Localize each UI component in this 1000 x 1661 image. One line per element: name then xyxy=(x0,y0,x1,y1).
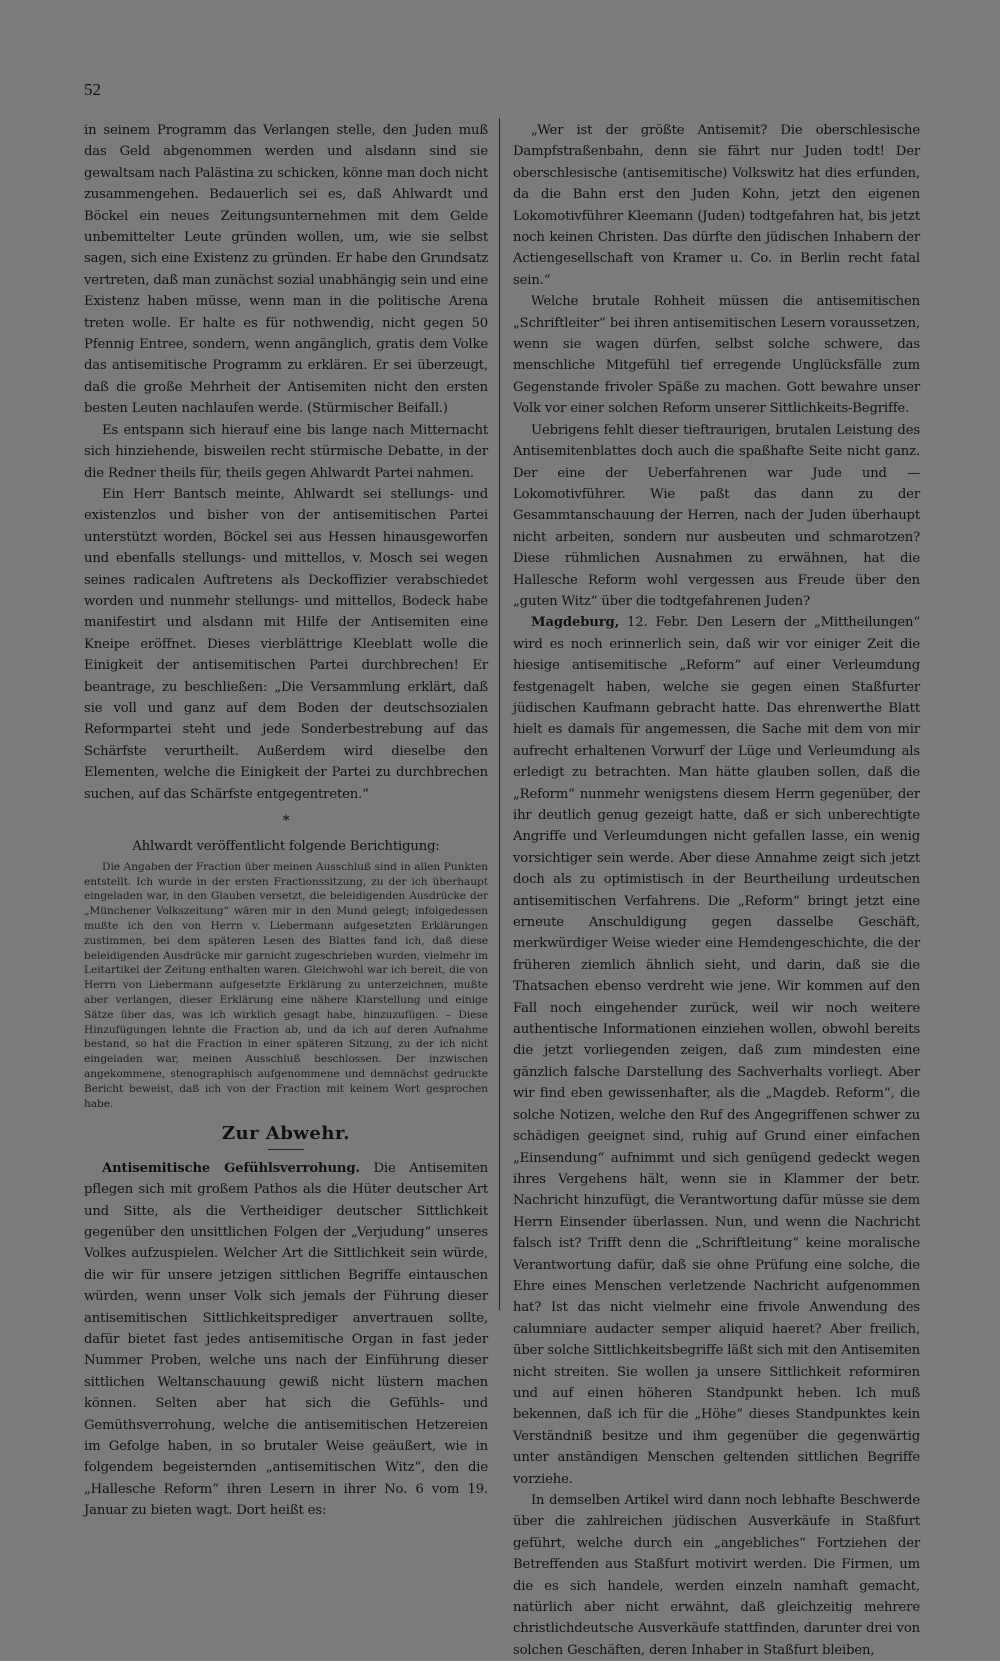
article-body: Die Antisemiten pflegen sich mit großem Pathos als die Hüter deutscher Art und Sitte, als die Vertheidiger deutscher Sittlichkeit gegenüber den unsittlichen Folgen der „Verjudung“ unseres Volkes aufzuspielen. Welcher Art die Sittlichkeit sein würde, die wir für unsere jetzigen sittlichen Begriffe eintauschen würden, wenn unser Volk sich jemals der Führung dieser antisemitischen Sittlichkeitsprediger anvertrauen sollte, dafür bietet fast jedes antisemitische Organ in fast jeder Nummer Proben, welche uns nach der Einführung dieser sittlichen Weltanschauung gewiß nicht lüstern machen können. Selten aber hat sich die Gefühls- und Gemüthsverrohung, welche die antisemitischen Hetzereien im Gefolge haben, in so brutaler Weise geäußert, wie in folgendem begeisternden „antisemitischen Witz“, den die „Hallesche Reform“ ihren Lesern in ihrer No. 6 vom 19. Januar zu bieten wagt. Dort heißt es: xyxy=(84,1160,489,1519)
column-divider xyxy=(499,118,500,1310)
section-heading-zur-abwehr: Zur Abwehr. xyxy=(221,1123,351,1145)
magdeburg-dateline: Magdeburg, xyxy=(531,615,620,631)
right-paragraph-last: In demselben Artikel wird dann noch lebhafte Beschwerde über die zahlreichen jüdischen Ausverkäufe in Staßfurt geführt, welche durch ein „angebliches“ Fortziehen der Betreffenden aus Staßfurt motivirt werden. Die Firmen, um die es sich handele, werden einzeln namhaft gemacht, natürlich aber nicht erwähnt, daß gleichzeitig mehrere christlichdeutsche Ausverkäufe stattfinden, darunter drei von solchen Geschäften, deren Inhaber in Staßfurt bleiben, xyxy=(513,1493,920,1658)
right-paragraph-3: Uebrigens fehlt dieser tieftraurigen, brutalen Leistung des Antisemitenblattes doch auch die spaßhafte Seite nicht ganz. Der eine der Ueberfahrenen war Jude und — Lokomotivführer. Wie paßt das dann zu der Gesammtanschauung der Herren, nach der Juden überhaupt nicht arbeiten, sondern nur ausbeuten und schmarotzen? Diese rühmlichen Ausnahmen zu erwähnen, hat die Hallesche Reform wohl vergessen aus Freude über den „guten Witz“ über die todtgefahrenen Juden? xyxy=(513,422,920,609)
page-number: 52 xyxy=(84,80,101,99)
right-paragraph-1: „Wer ist der größte Antisemit? Die oberschlesische Dampfstraßenbahn, denn sie fährt nur Juden todt! Der oberschlesische (antisemitische) Volkswitz hat dies erfunden, da die Bahn erst den Juden Kohn, jetzt den eigenen Lokomotivführer Kleemann (Juden) todtgefahren hat, bis jetzt noch keinen Christen. Das dürfte den jüdischen Inhabern der Actiengesellschaft von Kramer u. Co. in Berlin recht fatal sein.“ xyxy=(513,123,920,288)
heading-rule xyxy=(268,1149,304,1150)
magdeburg-paragraph xyxy=(513,612,920,1490)
right-paragraph-2: Welche brutale Rohheit müssen die antisemitischen „Schriftleiter“ bei ihren antisemitischen Lesern voraussetzen, wenn sie wagen dürfen, selbst solche schwere, das menschliche Mitgefühl tief erregende Unglücksfälle zum Gegenstande frivoler Späße zu machen. Gott bewahre unser Volk vor einer solchen Reform unserer Sittlichkeits-Begriffe. xyxy=(513,294,920,417)
right-column xyxy=(513,120,920,1661)
left-paragraph-3: Ein Herr Bantsch meinte, Ahlwardt sei stellungs- und existenzlos und bisher von der antisemitischen Partei unterstützt worden, Böckel sei aus Hessen hinausgeworfen und ebenfalls stellungs- und mittellos, v. Mosch sei wegen seines radicalen Auftretens als Deckoffizier verabschiedet worden und nunmehr stellungs- und mittellos, Bodeck habe manifestirt und alsdann mit Hilfe der Antisemiten eine Kneipe eröffnet. Dieses vierblättrige Kleeblatt wolle die Einigkeit der antisemitischen Partei durchbrechen! Er beantrage, zu beschließen: „Die Versammlung erklärt, daß sie voll und ganz auf dem Boden der deutschsozialen Reformpartei steht und jede Sonderbestrebung auf das Schärfste verurtheilt. Außerdem wird dieselbe den Elementen, welche die Einigkeit der Partei zu durchbrechen suchen, auf das Schärfste entgegentreten.“ xyxy=(84,486,488,802)
section-separator-star: * xyxy=(282,813,290,829)
magdeburg-body: 12. Febr. Den Lesern der „Mittheilungen“ wird es noch erinnerlich sein, daß wir vor einiger Zeit die hiesige antisemitische „Reform“ auf einer Verleumdung festgenagelt haben, welche sie gegen einen Staßfurter jüdischen Kaufmann gebracht hatte. Das ehrenwerthe Blatt hielt es damals für angemessen, die Sache mit dem von mir aufrecht erhaltenen Vorwurf der Lüge und Verleumdung als erledigt zu betrachten. Man hätte glauben sollen, daß die „Reform“ nunmehr wenigstens diesem Herrn gegenüber, der ihr deutlich genug gezeigt hatte, daß er sich unberechtigte Angriffe und Verleumdungen nicht gefallen lasse, ein wenig vorsichtiger sein werde. Aber diese Annahme zeigt sich jetzt doch als zu optimistisch in der Beurtheilung urdeutschen antisemitischen Verfahrens. Die „Reform“ bringt jetzt eine erneute Anschuldigung gegen dasselbe Geschäft, merkwürdiger Weise wieder eine Hemdengeschichte, die der früheren ziemlich ähnlich sieht, und darin, daß sie die Thatsachen ebenso verdreht wie jene. Wir kommen auf den Fall noch eingehender zurück, weil wir noch weitere authentische Informationen einziehen wollen, obwohl bereits die jetzt vorliegenden zeigen, daß zum mindesten eine gänzlich falsche Darstellung des Sachverhalts vorliegt. Aber wir find eben gewissenhafter, als die „Magdeb. Reform“, die solche Notizen, welche den Ruf des Angegriffenen schwer zu schädigen geeignet sind, ruhig auf Grund einer einfachen „Einsendung“ aufnimmt und sich genügend gedeckt wegen ihres Vergehens hält, wenn sie in Klammer der betr. Nachricht hinzufügt, die Verantwortung dafür müsse sie dem Herrn Einsender überlassen. Nun, und wenn die Nachricht falsch ist? Trifft denn die „Schriftleitung“ keine moralische Verantwortung dafür, daß sie ohne Prüfung eine solche, die Ehre eines Menschen verletzende Nachricht aufgenommen hat? Ist das nicht vielmehr eine frivole Anwendung des calumniare audacter semper aliquid haeret? Aber freilich, über solche Sittlichkeitsbegriffe läßt sich mit den Antisemiten nicht streiten. Sie wollen ja unsere Sittlichkeit reformiren und auf einen höheren Standpunkt heben. Ich muß bekennen, daß ich für die „Höhe“ dieses Standpunktes kein Verständniß besitze und ihm gegenüber die gegenwärtig unter anständigen Menschen geltenden sittlichen Begriffe vorziehe. xyxy=(513,615,920,1487)
left-paragraph-2: Es entspann sich hierauf eine bis lange nach Mitternacht sich hinziehende, bisweilen recht stürmische Debatte, in der die Redner theils für, theils gegen Ahlwardt Partei nahmen. xyxy=(84,422,488,481)
article-title: Antisemitische Gefühlsverrohung. xyxy=(102,1160,360,1176)
left-column xyxy=(84,120,488,1522)
berichtigung-text: Die Angaben der Fraction über meinen Ausschluß sind in allen Punkten entstellt. Ich wurde in der ersten Fractionssitzung, zu der ich überhaupt eingeladen war, in den Glauben versetzt, die beleidigenden Ausdrücke der „Münchener Volkszeitung“ wären mir in den Mund gelegt; infolgedessen mußte ich den von Herrn v. Liebermann aufgesetzten Erklärungen zustimmen, bei dem späteren Lesen des Blattes fand ich, daß diese beleidigenden Ausdrücke mir garnicht zugeschrieben wurden, vielmehr im Leitartikel der Zeitung enthalten waren. Gleichwohl war ich bereit, die von Herrn von Liebermann aufgesetzte Erklärung zu unterzeichnen, mußte aber verlangen, dieser Erklärung eine nähere Klarstellung und einige Sätze über das, was ich wirklich gesagt habe, hinzuzufügen. – Diese Hinzufügungen lehnte die Fraction ab, und da ich auf deren Aufnahme bestand, so hat die Fraction in einer späteren Sitzung, zu der ich nicht eingeladen war, meinen Ausschluß beschlossen. Der inzwischen angekommene, stenographisch aufgenommene und demnächst gedruckte Bericht beweist, daß ich von der Fraction mit keinem Wort gesprochen habe. xyxy=(84,860,488,1110)
left-paragraph-1: in seinem Programm das Verlangen stelle, den Juden muß das Geld abgenommen werden und alsdann sind sie gewaltsam nach Palästina zu schicken, könne man doch nicht zusammengehen. Bedauerlich sei es, daß Ahlwardt und Böckel ein neues Zeitungsunternehmen mit dem Gelde unbemittelter Leute gründen wollen, um, wie sie selbst sagen, sich eine Existenz zu gründen. Er habe den Grundsatz vertreten, daß man zunächst sozial unabhängig sein und eine Existenz haben müsse, wenn man in die politische Arena treten wolle. Er halte es für nothwendig, nicht gegen 50 Pfennig Entree, sondern, wenn angänglich, gratis dem Volke das antisemitische Programm zu erklären. Er sei überzeugt, daß die große Mehrheit der Antisemiten nicht den ersten besten Leuten nachlaufen werde. (Stürmischer Beifall.) xyxy=(84,123,488,417)
article-paragraph xyxy=(84,1158,488,1522)
berichtigung-heading: Ahlwardt veröffentlicht folgende Berichtigung: xyxy=(132,839,440,855)
